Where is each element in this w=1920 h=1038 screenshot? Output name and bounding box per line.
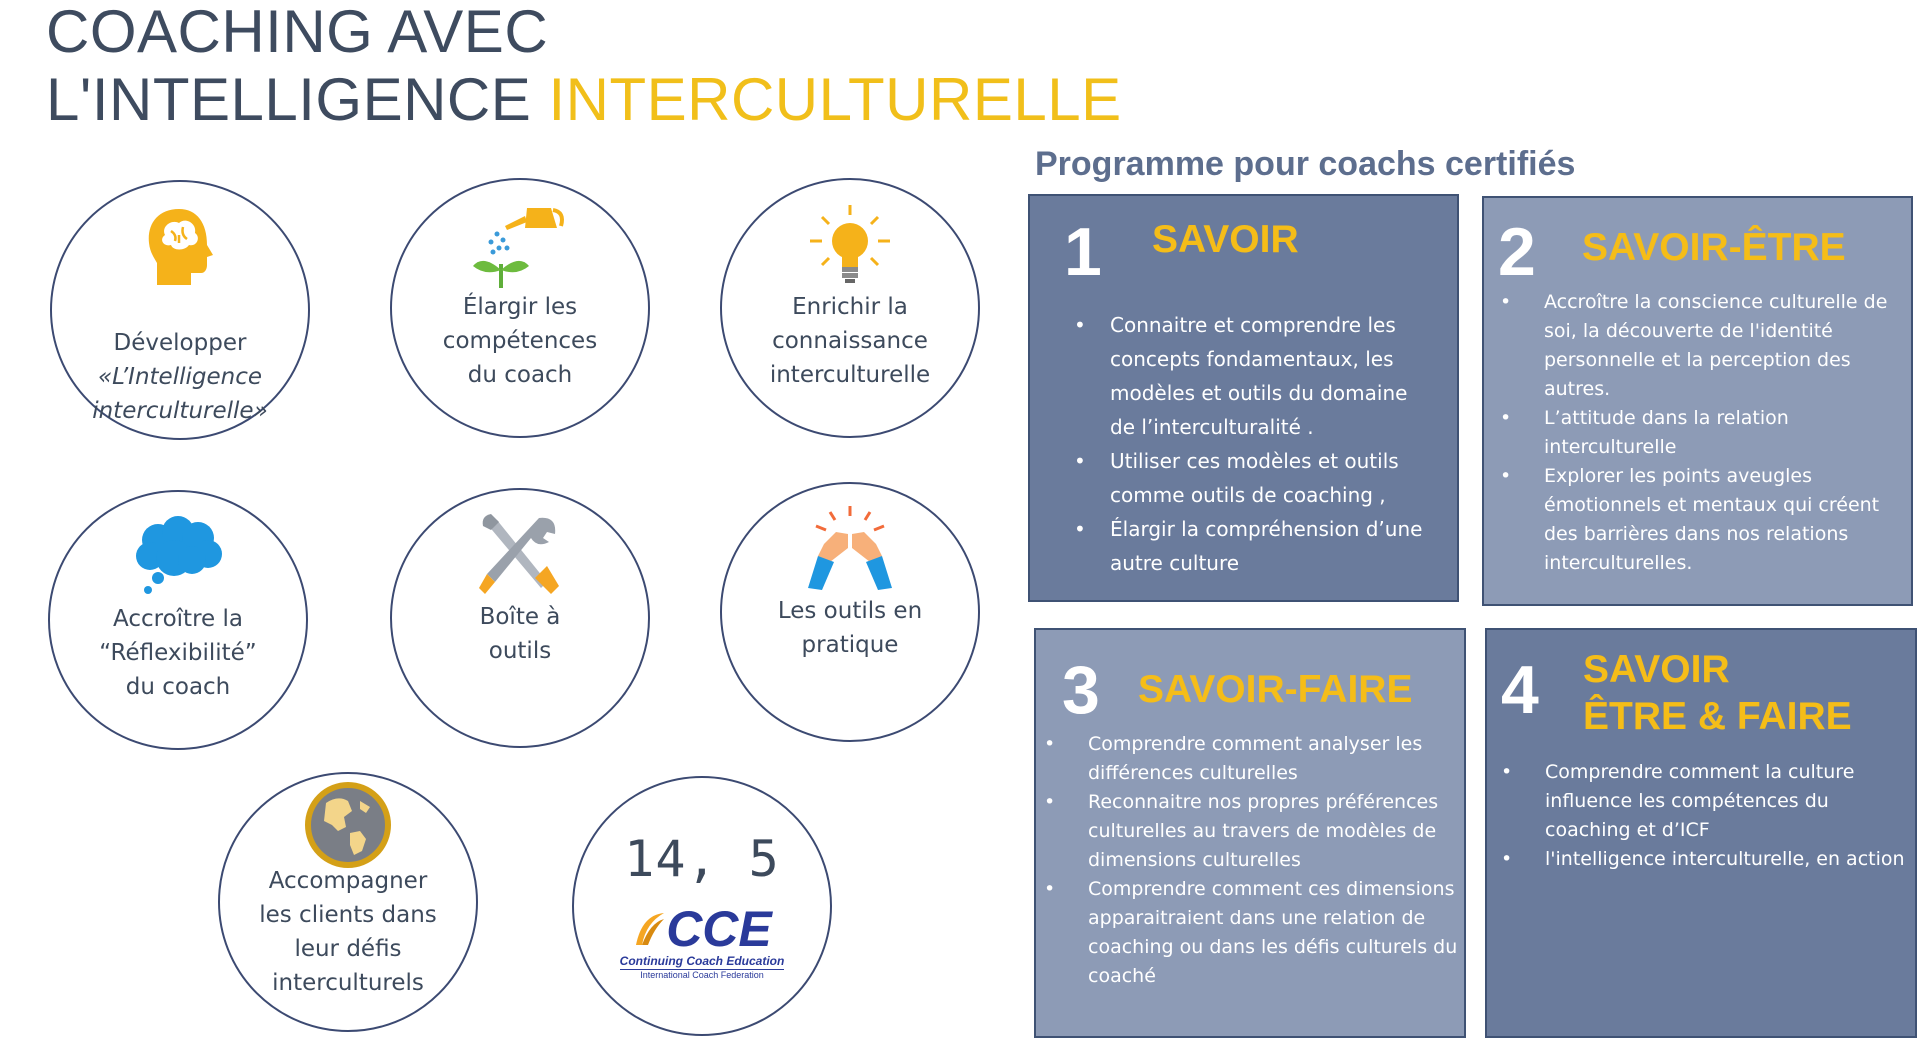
circle-label: Accroître la “Réflexibilité” du coach xyxy=(99,606,257,700)
circle-accroitre xyxy=(48,490,308,750)
cce-logo xyxy=(619,901,785,980)
circle-enrichir xyxy=(720,178,980,438)
title-line-2: L'INTELLIGENCE xyxy=(46,66,549,133)
box-list xyxy=(1487,758,1907,874)
box-savoir-faire xyxy=(1034,628,1466,1038)
box-number: 1 xyxy=(1064,214,1102,290)
circle-label: Élargir les compétences du coach xyxy=(442,294,598,388)
circle-outils-pratique xyxy=(720,482,980,742)
circle-developper xyxy=(50,180,310,440)
cce-logo-sub2: International Coach Federation xyxy=(640,970,764,980)
cce-logo-text: CCE xyxy=(666,901,772,957)
box-heading: SAVOIR xyxy=(1152,218,1299,261)
list-item: • L’attitude dans la relation interculturelle xyxy=(1500,407,1789,458)
brain-head-icon xyxy=(141,208,219,286)
page-title xyxy=(46,0,1122,134)
box-savoir-etre-faire xyxy=(1485,628,1917,1038)
box-list xyxy=(1066,308,1436,580)
list-item: • Élargir la compréhension d’une autre culture xyxy=(1074,517,1423,575)
circle-accompagner xyxy=(218,772,478,1032)
circle-boite xyxy=(390,488,650,748)
box-list xyxy=(1484,288,1904,578)
watering-can-plant-icon xyxy=(465,206,575,284)
list-item: • Comprendre comment la culture influence les compétences du coaching et d’ICF xyxy=(1501,761,1855,841)
globe-icon xyxy=(304,786,392,864)
box-number: 4 xyxy=(1501,652,1539,728)
box-heading: SAVOIR-ÊTRE xyxy=(1582,226,1846,269)
circle-cce xyxy=(572,776,832,1036)
cce-swoosh-icon xyxy=(632,909,666,949)
list-item: • Connaitre et comprendre les concepts fondamentaux, les modèles et outils du domaine de l’interculturalité . xyxy=(1074,313,1408,439)
title-accent: INTERCULTURELLE xyxy=(548,66,1122,133)
box-heading: SAVOIR-FAIRE xyxy=(1138,668,1413,711)
program-title: Programme pour coachs certifiés xyxy=(1035,145,1576,183)
title-line-1: COACHING AVEC xyxy=(46,0,549,65)
box-number: 2 xyxy=(1498,214,1536,290)
cce-logo-sub1: Continuing Coach Education xyxy=(619,954,785,968)
lightbulb-icon xyxy=(802,206,898,284)
box-number: 3 xyxy=(1062,652,1100,728)
circle-label: Enrichir la connaissance interculturelle xyxy=(769,294,931,388)
thought-cloud-icon xyxy=(130,518,226,596)
box-heading: SAVOIR ÊTRE & FAIRE xyxy=(1583,648,1852,738)
cce-hours: 14, 5 xyxy=(624,830,780,888)
box-savoir xyxy=(1028,194,1459,602)
circle-label xyxy=(78,292,282,428)
list-item: • Comprendre comment analyser les différences culturelles xyxy=(1044,733,1423,784)
circle-label: Boîte à outils xyxy=(479,604,561,664)
wrench-screwdriver-icon xyxy=(477,516,563,594)
circle-label: Accompagner les clients dans leur défis interculturels xyxy=(259,868,437,996)
high-five-icon xyxy=(802,510,898,588)
circle-label: Les outils en pratique xyxy=(777,598,923,658)
circle-label-text: Développer «L’Intelligence interculturelle» xyxy=(92,330,268,424)
list-item: • Explorer les points aveugles émotionnels et mentaux qui créent des barrières dans nos relations interculturelles. xyxy=(1500,465,1880,574)
list-item: • Comprendre comment ces dimensions apparaitraient dans une relation de coaching ou dans les défis culturels du coaché xyxy=(1044,878,1458,987)
list-item: • l'intelligence interculturelle, en action xyxy=(1501,848,1905,870)
list-item: • Reconnaitre nos propres préférences culturelles au travers de modèles de dimensions culturelles xyxy=(1044,791,1439,871)
box-list xyxy=(1036,730,1464,991)
circle-elargir xyxy=(390,178,650,438)
box-savoir-etre xyxy=(1482,196,1913,606)
list-item: • Accroître la conscience culturelle de soi, la découverte de l'identité personnelle et la perception des autres. xyxy=(1500,291,1888,400)
list-item: • Utiliser ces modèles et outils comme outils de coaching , xyxy=(1074,449,1399,507)
